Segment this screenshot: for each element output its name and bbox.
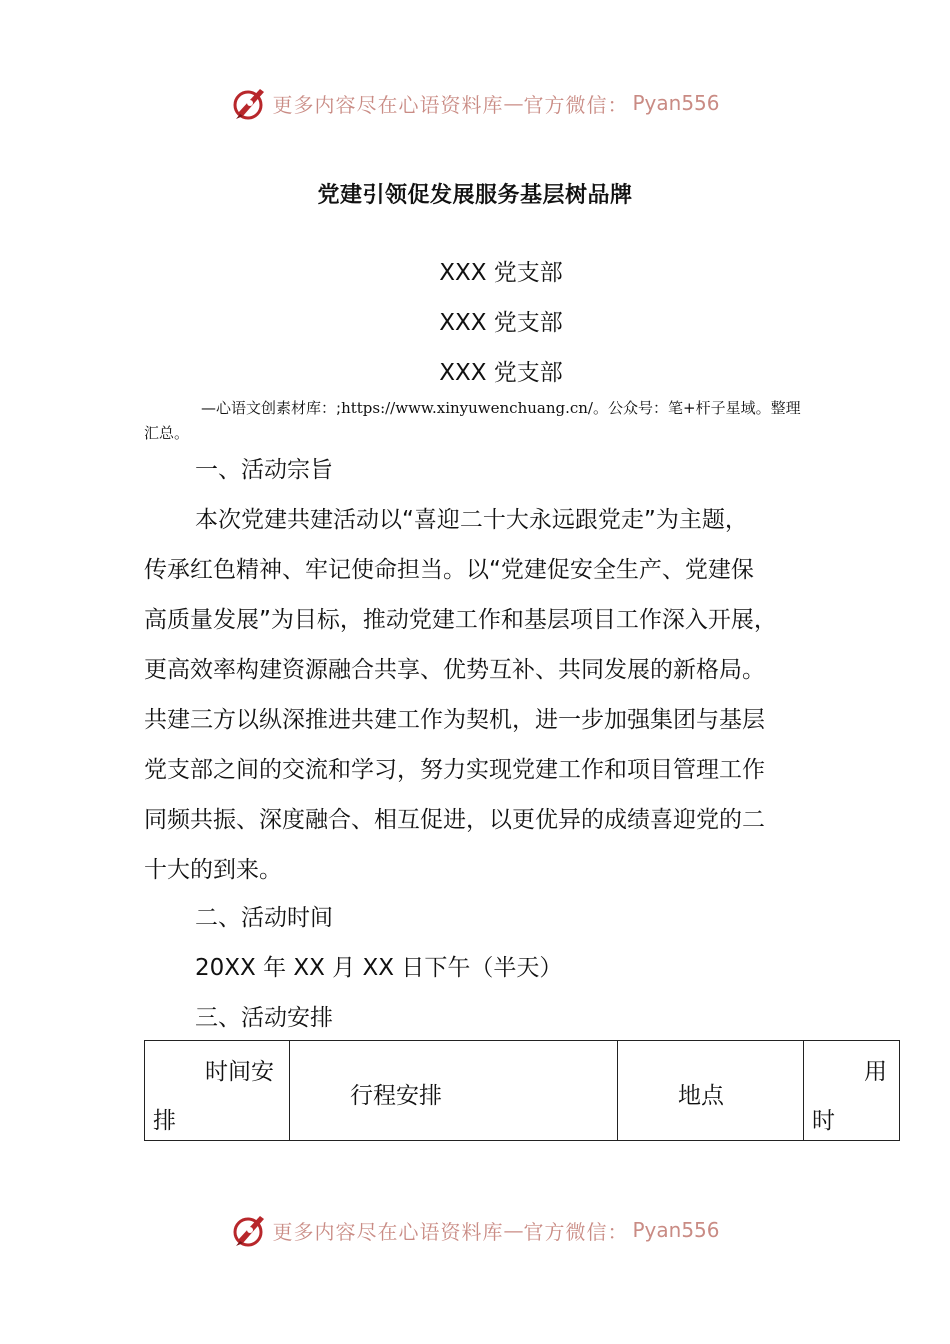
paragraph-line: 党支部之间的交流和学习，努力实现党建工作和项目管理工作 (144, 757, 765, 783)
paragraph-line: 十大的到来。 (144, 857, 282, 883)
source-suffix: 。公众号：笔+杆子星域。整理汇总。 (144, 399, 801, 442)
banner-text: 更多内容尽在心语资料库 (272, 92, 504, 117)
banner-separator: — (503, 1218, 524, 1242)
table-header-row (145, 1041, 900, 1141)
header-cell-time (145, 1041, 290, 1141)
header-time-line1: 时间安 (205, 1059, 274, 1085)
source-note (144, 396, 814, 446)
branch-name: XXX 党支部 (439, 360, 563, 386)
header-cell-location (618, 1041, 804, 1141)
pen-logo-icon (230, 1210, 270, 1250)
pen-logo-icon (230, 83, 270, 123)
banner-wechat-label: 官方微信： (523, 1219, 629, 1244)
schedule-table (144, 1040, 900, 1141)
section-heading-purpose: 一、活动宗旨 (195, 457, 333, 483)
source-prefix: —心语文创素材库：; (201, 399, 342, 417)
branch-name: XXX 党支部 (439, 260, 563, 286)
header-cell-itinerary (290, 1041, 618, 1141)
banner-separator: — (503, 91, 524, 115)
header-duration-line1: 用 (864, 1059, 887, 1085)
paragraph-line: 共建三方以纵深推进共建工作为契机，进一步加强集团与基层 (144, 707, 765, 733)
header-cell-duration (804, 1041, 900, 1141)
banner-text: 更多内容尽在心语资料库 (272, 1219, 504, 1244)
paragraph-line: 同频共振、深度融合、相互促进，以更优异的成绩喜迎党的二 (144, 807, 765, 833)
banner-wechat-id: Pyan556 (632, 91, 720, 115)
section-heading-time: 二、活动时间 (195, 905, 333, 931)
paragraph-line: 传承红色精神、牢记使命担当。以“党建促安全生产、党建保 (144, 557, 754, 583)
header-time-line2: 排 (153, 1108, 176, 1134)
activity-time: 20XX 年 XX 月 XX 日下午（半天） (195, 955, 563, 981)
paragraph-line: 本次党建共建活动以“喜迎二十大永远跟党走”为主题， (195, 507, 748, 533)
section-heading-schedule: 三、活动安排 (195, 1005, 333, 1031)
paragraph-line: 更高效率构建资源融合共享、优势互补、共同发展的新格局。 (144, 657, 765, 683)
banner-wechat-label: 官方微信： (523, 92, 629, 117)
watermark-banner-top (0, 83, 950, 123)
paragraph-line: 高质量发展”为目标，推动党建工作和基层项目工作深入开展， (144, 607, 777, 633)
header-location: 地点 (678, 1083, 724, 1109)
banner-wechat-id: Pyan556 (632, 1218, 720, 1242)
document-title: 党建引领促发展服务基层树品牌 (317, 183, 633, 208)
source-url[interactable]: https://www.xinyuwenchuang.cn/ (341, 399, 593, 417)
branch-name: XXX 党支部 (439, 310, 563, 336)
watermark-banner-bottom (0, 1210, 950, 1250)
header-itinerary: 行程安排 (350, 1083, 442, 1109)
header-duration-line2: 时 (812, 1108, 835, 1134)
